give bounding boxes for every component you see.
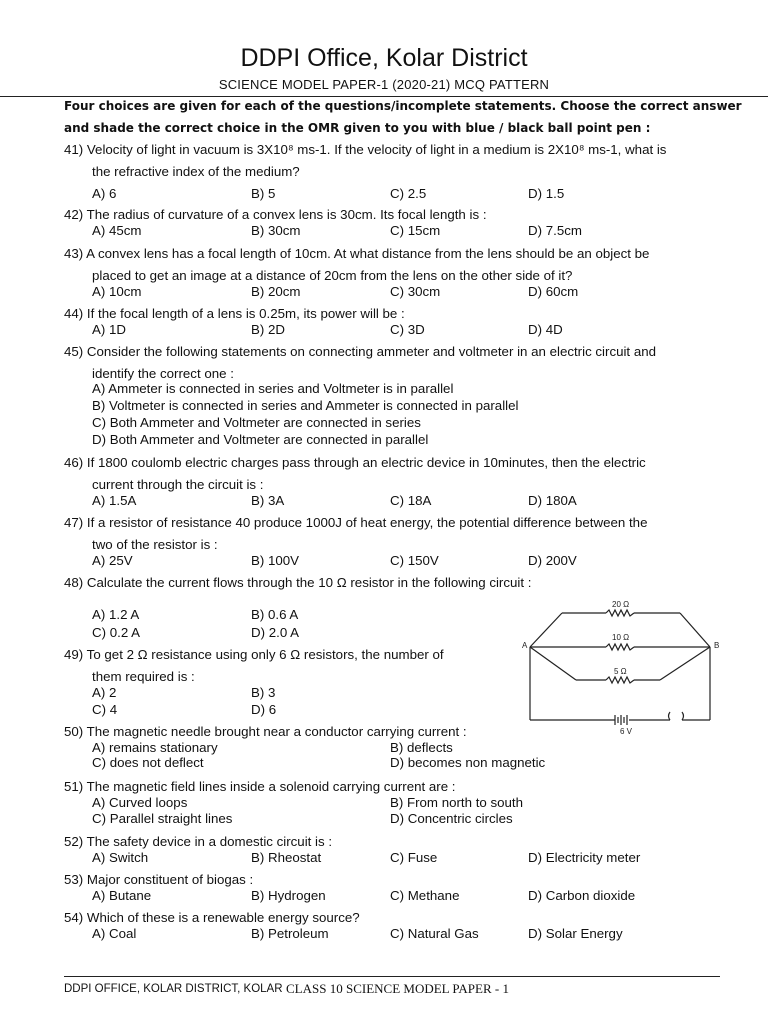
q52-option-b: B) Rheostat [251,850,322,865]
q51-option-d: D) Concentric circles [390,811,513,826]
question-41: 41) Velocity of light in vacuum is 3X10⁸ ms-1. If the velocity of light in a medium is 2X10⁸ ms-1, what is [64,142,667,157]
q43-option-d: D) 60cm [528,284,579,299]
question-49: 49) To get 2 Ω resistance using only 6 Ω resistors, the number of [64,647,444,662]
question-43-cont: placed to get an image at a distance of 20cm from the lens on the other side of it? [92,268,573,283]
resistor-5-ohm [606,677,634,683]
question-44: 44) If the focal length of a lens is 0.25m, its power will be : [64,306,405,321]
key-left [669,712,671,720]
label-10-ohm: 10 Ω [612,633,630,642]
q49-option-a: A) 2 [92,685,117,700]
q46-option-b: B) 3A [251,493,285,508]
q51-option-c: C) Parallel straight lines [92,811,233,826]
q46-option-a: A) 1.5A [92,493,137,508]
question-51: 51) The magnetic field lines inside a solenoid carrying current are : [64,779,456,794]
q41-option-b: B) 5 [251,186,276,201]
question-41-cont: the refractive index of the medium? [92,164,300,179]
page-subtitle: SCIENCE MODEL PAPER-1 (2020-21) MCQ PATTERN [218,77,550,92]
q42-option-b: B) 30cm [251,223,301,238]
q46-option-d: D) 180A [528,493,577,508]
wire-a-top [530,613,562,647]
question-42: 42) The radius of curvature of a convex lens is 30cm. Its focal length is : [64,207,487,222]
question-47-cont: two of the resistor is : [92,537,218,552]
q49-option-d: D) 6 [251,702,277,717]
q47-option-a: A) 25V [92,553,133,568]
q45-option-b: B) Voltmeter is connected in series and Ammeter is connected in parallel [92,398,519,413]
q41-option-a: A) 6 [92,186,117,201]
q45-option-a: A) Ammeter is connected in series and Voltmeter is in parallel [92,381,454,396]
q54-option-a: A) Coal [92,926,137,941]
resistor-20-ohm [606,610,634,616]
wire-top-b [680,613,710,647]
q44-option-b: B) 2D [251,322,285,337]
q54-option-b: B) Petroleum [251,926,329,941]
q43-option-b: B) 20cm [251,284,301,299]
q41-option-c: C) 2.5 [390,186,427,201]
q46-option-c: C) 18A [390,493,432,508]
q53-option-a: A) Butane [92,888,152,903]
q47-option-c: C) 150V [390,553,439,568]
question-45: 45) Consider the following statements on connecting ammeter and voltmeter in an electric circuit and [64,344,657,359]
q49-option-b: B) 3 [251,685,276,700]
question-46: 46) If 1800 coulomb electric charges pass through an electric device in 10minutes, then the electric [64,455,646,470]
q44-option-d: D) 4D [528,322,563,337]
question-52: 52) The safety device in a domestic circuit is : [64,834,333,849]
q42-option-a: A) 45cm [92,223,142,238]
q50-option-d: D) becomes non magnetic [390,755,546,770]
page-title: DDPI Office, Kolar District [240,44,528,72]
question-54: 54) Which of these is a renewable energy source? [64,910,360,925]
instructions-line-2: and shade the correct choice in the OMR given to you with blue / black ball point pen : [64,121,651,135]
question-43: 43) A convex lens has a focal length of 10cm. At what distance from the lens should be an object be [64,246,650,261]
q50-option-a: A) remains stationary [92,740,218,755]
question-47: 47) If a resistor of resistance 40 produce 1000J of heat energy, the potential difference between the [64,515,648,530]
node-b-label: B [714,641,720,650]
question-49-cont: them required is : [92,669,195,684]
key-right [682,712,684,720]
q48-option-b: B) 0.6 A [251,607,299,622]
q45-option-d: D) Both Ammeter and Voltmeter are connected in parallel [92,432,429,447]
q51-option-b: B) From north to south [390,795,524,810]
header-divider [0,96,768,97]
question-48: 48) Calculate the current flows through the 10 Ω resistor in the following circuit : [64,575,532,590]
q47-option-d: D) 200V [528,553,577,568]
q54-option-c: C) Natural Gas [390,926,479,941]
q48-option-d: D) 2.0 A [251,625,300,640]
q51-option-a: A) Curved loops [92,795,188,810]
circuit-diagram [520,596,720,736]
q53-option-d: D) Carbon dioxide [528,888,636,903]
q54-option-d: D) Solar Energy [528,926,623,941]
label-20-ohm: 20 Ω [612,600,630,609]
footer-office: DDPI OFFICE, KOLAR DISTRICT, KOLAR [64,983,283,995]
q53-option-c: C) Methane [390,888,460,903]
q50-option-b: B) deflects [390,740,453,755]
wire-a-bottom [530,647,576,680]
q43-option-a: A) 10cm [92,284,142,299]
q42-option-d: D) 7.5cm [528,223,582,238]
q47-option-b: B) 100V [251,553,300,568]
label-5-ohm: 5 Ω [614,667,627,676]
q48-option-a: A) 1.2 A [92,607,140,622]
q44-option-a: A) 1D [92,322,126,337]
q41-option-d: D) 1.5 [528,186,565,201]
footer-divider [64,976,720,977]
question-45-cont: identify the correct one : [92,366,234,381]
q43-option-c: C) 30cm [390,284,441,299]
q42-option-c: C) 15cm [390,223,441,238]
question-46-cont: current through the circuit is : [92,477,264,492]
question-53: 53) Major constituent of biogas : [64,872,254,887]
q48-option-c: C) 0.2 A [92,625,141,640]
q49-option-c: C) 4 [92,702,118,717]
footer-paper-title: CLASS 10 SCIENCE MODEL PAPER - 1 [286,981,509,996]
wire-bottom-b [660,647,710,680]
instructions-line-1: Four choices are given for each of the questions/incomplete statements. Choose the correct answer [64,99,742,113]
q45-option-c: C) Both Ammeter and Voltmeter are connected in series [92,415,421,430]
q52-option-d: D) Electricity meter [528,850,641,865]
q50-option-c: C) does not deflect [92,755,204,770]
battery-label: 6 V [620,727,633,736]
question-50: 50) The magnetic needle brought near a conductor carrying current : [64,724,467,739]
node-a-label: A [522,641,528,650]
resistor-10-ohm [606,644,634,650]
q44-option-c: C) 3D [390,322,425,337]
q53-option-b: B) Hydrogen [251,888,326,903]
q52-option-a: A) Switch [92,850,149,865]
q52-option-c: C) Fuse [390,850,438,865]
